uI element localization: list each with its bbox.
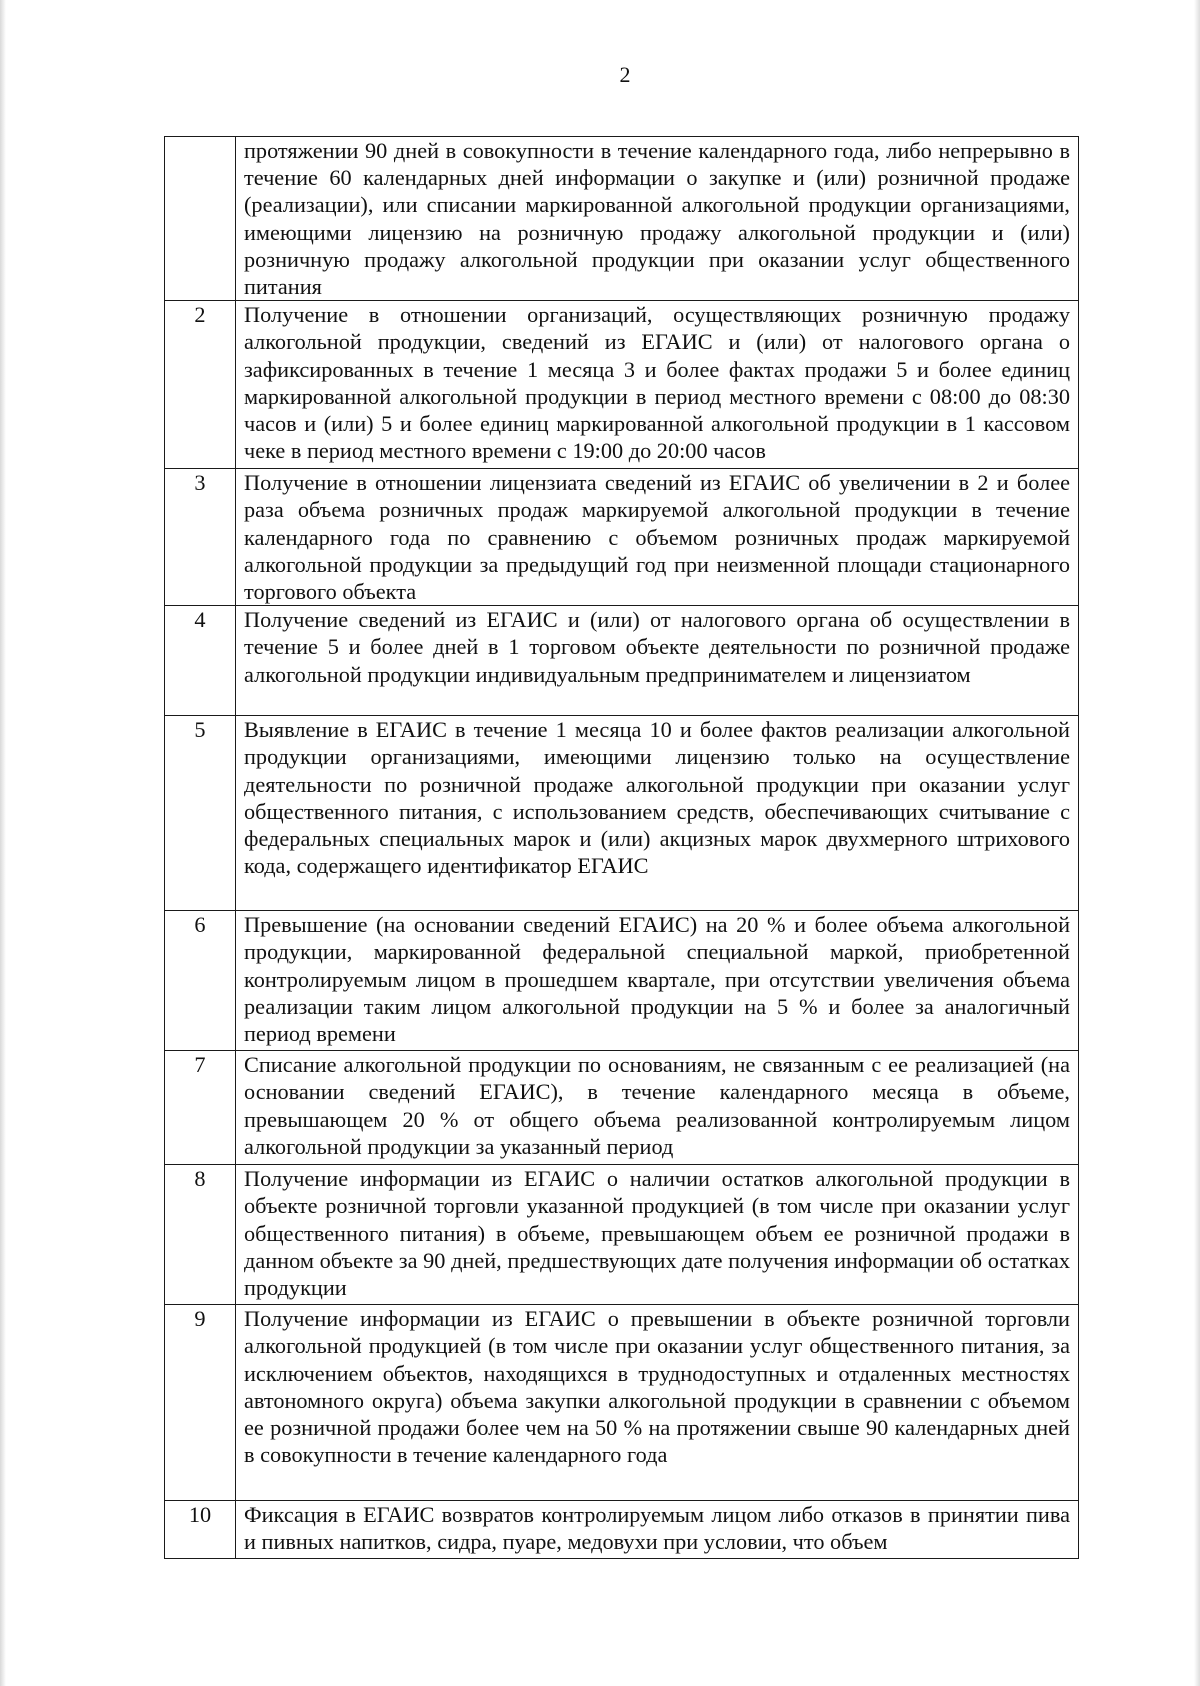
row-number: 7 (165, 1051, 236, 1165)
row-text: Фиксация в ЕГАИС возвратов контролируемым лицом либо отказов в принятии пива и пивных напитков, сидра, пуаре, медовухи при условии, что объем (236, 1501, 1079, 1559)
row-text: Получение информации из ЕГАИС о наличии остатков алкогольной продукции в объекте розничной торговли указанной продукцией (в том числе при оказании услуг общественного питания) в объеме, превышающем объем ее розничной продажи в данном объекте за 90 дней, предшествующих дате получения информации об остатках продукции (236, 1165, 1079, 1305)
row-number: 5 (165, 716, 236, 911)
table-row (165, 137, 1079, 301)
row-number: 9 (165, 1305, 236, 1501)
page-number: 2 (619, 62, 631, 87)
table-row (165, 301, 1079, 469)
row-number: 4 (165, 606, 236, 716)
row-text: Списание алкогольной продукции по основаниям, не связанным с ее реализацией (на основании сведений ЕГАИС), в течение календарного месяца в объеме, превышающем 20 % от общего объема реализованной контролируемым лицом алкогольной продукции за указанный период (236, 1051, 1079, 1165)
row-number: 2 (165, 301, 236, 469)
row-number (165, 137, 236, 301)
row-text: Получение сведений из ЕГАИС и (или) от налогового органа об осуществлении в течение 5 и более дней в 1 торговом объекте деятельности по розничной продаже алкогольной продукции индивидуальным предпринимателем и лицензиатом (236, 606, 1079, 716)
table-row (165, 1051, 1079, 1165)
criteria-table (164, 136, 1079, 1559)
row-text: Выявление в ЕГАИС в течение 1 месяца 10 и более фактов реализации алкогольной продукции организациями, имеющими лицензию только на осуществление деятельности по розничной продаже алкогольной продукции при оказании услуг общественного питания, с использованием средств, обеспечивающих считывание с федеральных специальных марок и (или) акцизных марок двухмерного штрихового кода, содержащего идентификатор ЕГАИС (236, 716, 1079, 911)
table-row (165, 469, 1079, 606)
row-text: Превышение (на основании сведений ЕГАИС) на 20 % и более объема алкогольной продукции, маркированной федеральной специальной маркой, приобретенной контролируемым лицом в прошедшем квартале, при отсутствии увеличения объема реализации таким лицом алкогольной продукции на 5 % и более за аналогичный период времени (236, 911, 1079, 1051)
table-row (165, 1165, 1079, 1305)
row-text: протяжении 90 дней в совокупности в течение календарного года, либо непрерывно в течение 60 календарных дней информации о закупке и (или) розничной продаже (реализации), или списании маркированной алкогольной продукции организациями, имеющими лицензию на розничную продажу алкогольной продукции и (или) розничную продажу алкогольной продукции при оказании услуг общественного питания (236, 137, 1079, 301)
row-text: Получение в отношении лицензиата сведений из ЕГАИС об увеличении в 2 и более раза объема розничных продаж маркируемой алкогольной продукции в течение календарного года по сравнению с объемом розничных продаж маркируемой алкогольной продукции за предыдущий год при неизменной площади стационарного торгового объекта (236, 469, 1079, 606)
row-text: Получение информации из ЕГАИС о превышении в объекте розничной торговли алкогольной продукцией (в том числе при оказании услуг общественного питания, за исключением объектов, находящихся в труднодоступных и отдаленных местностях автономного округа) объема закупки алкогольной продукции в сравнении с объемом ее розничной продажи более чем на 50 % на протяжении свыше 90 календарных дней в совокупности в течение календарного года (236, 1305, 1079, 1501)
row-text: Получение в отношении организаций, осуществляющих розничную продажу алкогольной продукции, сведений из ЕГАИС и (или) от налогового органа о зафиксированных в течение 1 месяца 3 и более фактах продажи 5 и более единиц маркированной алкогольной продукции в период местного времени с 08:00 до 08:30 часов и (или) 5 и более единиц маркированной алкогольной продукции в 1 кассовом чеке в период местного времени с 19:00 до 20:00 часов (236, 301, 1079, 469)
row-number: 6 (165, 911, 236, 1051)
row-number: 10 (165, 1501, 236, 1559)
table-row (165, 716, 1079, 911)
scan-edge-right (1194, 0, 1200, 1686)
row-number: 8 (165, 1165, 236, 1305)
row-number: 3 (165, 469, 236, 606)
table-row (165, 911, 1079, 1051)
table-row (165, 1501, 1079, 1559)
table-row (165, 606, 1079, 716)
table-row (165, 1305, 1079, 1501)
scan-edge-left (0, 0, 6, 1686)
